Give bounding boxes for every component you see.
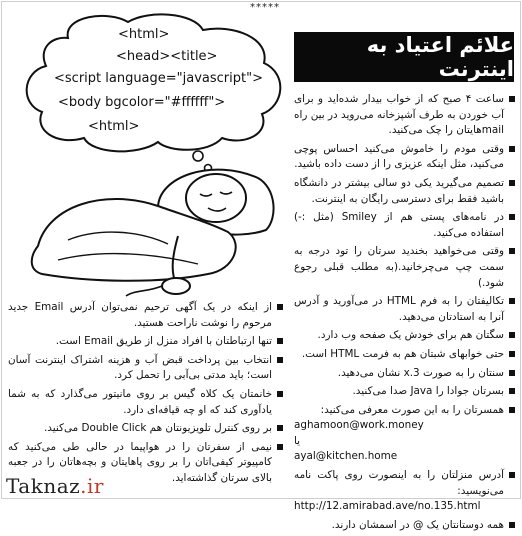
cloud-code-line-5: <html>: [88, 119, 140, 134]
list-item: [294, 403, 516, 465]
list-item: [294, 176, 516, 207]
list-item: [8, 300, 284, 331]
list-item-text: وقتی می‌خواهید بخندید سرتان را تود درجه به سمت چپ می‌چرخانید.(به مطلب قبلی رجوع شود.): [294, 245, 504, 289]
cloud-code-line-1: <html>: [118, 27, 170, 42]
cloud-code-line-2: <head><title>: [116, 49, 218, 64]
list-item: [294, 244, 516, 291]
mouse-icon: [162, 278, 190, 294]
sleeping-person-illustration: [8, 8, 290, 298]
list-item: [294, 294, 516, 325]
email-line: http://12.amirabad.ave/no.135.html: [294, 500, 481, 513]
list-item: [294, 142, 516, 173]
list-item: [294, 468, 516, 515]
list-item: [294, 518, 516, 534]
list-item-text: در نامه‌های پستی هم از Smiley (مثل :-) استفاده می‌کنید.: [294, 211, 504, 239]
cloud-code-line-3: <script language="javascript">: [54, 71, 263, 86]
list-item: [8, 387, 284, 418]
list-item-text: همه دوستانتان یک @ در اسمشان دارند.: [331, 518, 504, 531]
list-item-text: تصمیم می‌گیرید یکی دو سالی بیشتر در دانشگاه باشید فقط برای دسترسی رایگان به اینترنت.: [294, 176, 504, 205]
list-item-text: سگتان هم برای خودش یک صفحه وب دارد.: [317, 329, 504, 342]
list-item-text: حتی خوابهای شبتان هم به فرمت HTML است.: [301, 347, 504, 360]
list-item: [8, 353, 284, 384]
list-item-text: تنها ارتباطتان با افراد منزل از طریق Email است.: [55, 335, 272, 348]
list-item: [294, 328, 516, 344]
list-item-text: بسرتان جوادا را Java صدا می‌کنید.: [352, 385, 504, 398]
list-item-text: بر روی کنترل تلویزیونتان هم Double Click می‌کنید.: [43, 422, 272, 435]
email-line: یا: [294, 434, 301, 447]
list-item-text: وقتی مودم را خاموش می‌کنید احساس پوچی می‌کنید، مثل اینکه عزیزی را از دست داده باشید.: [294, 142, 504, 171]
watermark-name: Taknaz: [6, 474, 81, 498]
list-item-text: آدرس منزلتان را به اینصورت روی پاکت نامه می‌نویسید:: [294, 469, 504, 497]
watermark-suffix: .ir: [80, 474, 104, 498]
header-stars: *****: [250, 2, 280, 13]
list-item-text: تکالیفتان را به فرم HTML در می‌آورید و آدرس آنرا به استادتان می‌دهید.: [294, 295, 504, 323]
list-item-text: همسرتان را به این صورت معرفی می‌کنید:: [320, 403, 504, 416]
email-line: aghamoon@work.money: [294, 419, 424, 432]
article-title: علائم اعتیاد به اینترنت: [294, 32, 514, 82]
list-item-text: نیمی از سفرتان را در هواپیما در حالی طی می‌کنید که کامپیوتر کیفی‌اتان را بر روی پاهایتان و بچه‌هاتان را در جعبه بالای سرتان گذاشته‌اید.: [8, 440, 272, 484]
sleeping-head: [186, 174, 246, 222]
right-bullet-list: [294, 92, 516, 533]
left-column: [8, 300, 284, 490]
list-item: [294, 92, 516, 139]
list-item: [8, 421, 284, 437]
list-item-text: سنتان را به صورت 3.x نشان می‌دهید.: [337, 366, 504, 379]
site-watermark: [6, 474, 104, 498]
right-column: [294, 92, 516, 536]
list-item-text: انتخاب بین پرداخت قبض آب و هزینه اشتراک اینترنت آسان است؛ باید مدتی بی‌آبی را تحمل کرد.: [8, 353, 272, 382]
left-bullet-list: [8, 300, 284, 487]
list-item-text: ساعت ۴ صبح که از خواب بیدار شده‌اید و برای آب خوردن به طرف آشپزخانه می‌روید در بین راه mailهایتان را چک می‌کنید.: [294, 93, 504, 137]
list-item: [294, 347, 516, 363]
list-item: [8, 334, 284, 350]
email-line: ayal@kitchen.home: [294, 450, 398, 463]
cloud-code-line-4: <body bgcolor="#ffffff">: [58, 95, 226, 110]
list-item: [294, 366, 516, 382]
list-item-text: خانمتان یک کلاه گیس بر روی مانیتور می‌گذارد که به شما یادآوری کند که او چه قیافه‌ای دارد.: [8, 387, 272, 416]
list-item: [294, 210, 516, 241]
list-item-text: از اینکه در یک آگهی ترحیم نمی‌توان آدرس Email جدید مرحوم را نوشت ناراحت هستید.: [8, 301, 272, 329]
list-item: [294, 384, 516, 400]
